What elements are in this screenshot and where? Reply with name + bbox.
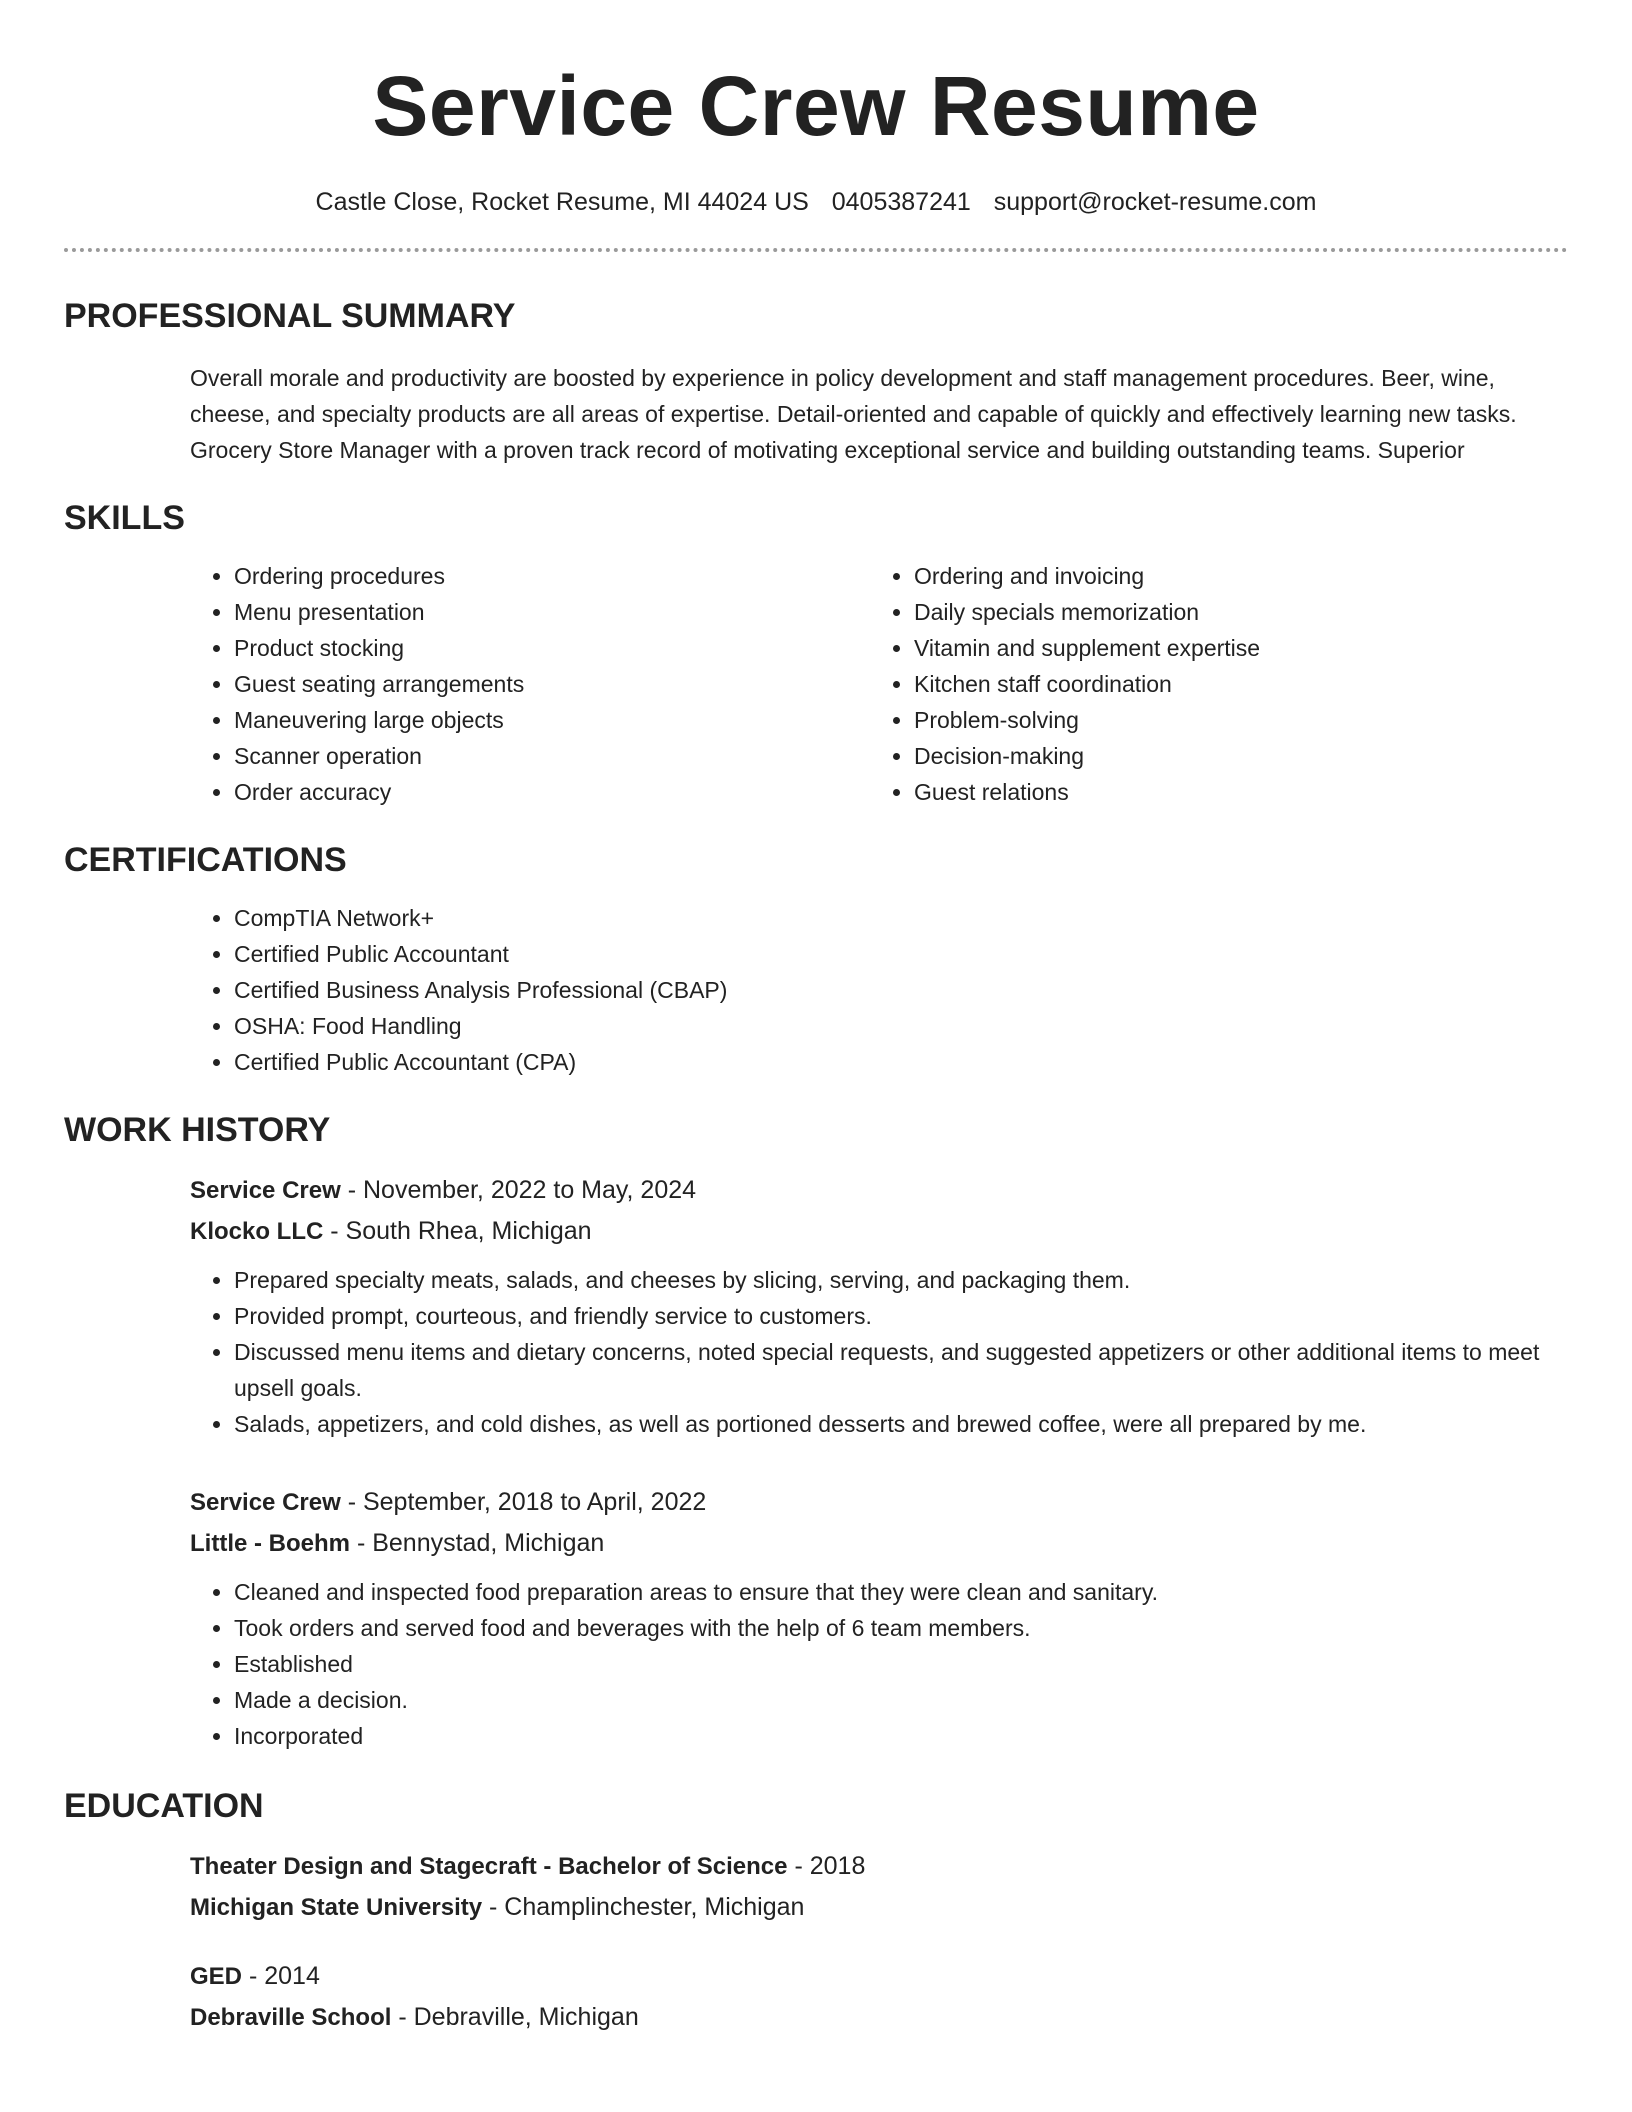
header-divider (64, 248, 1568, 252)
education-school: Debraville School (190, 2004, 392, 2031)
skill-item: • Guest seating arrangements (234, 666, 870, 702)
job-entry (190, 1482, 1568, 1754)
education-entry (190, 1956, 1568, 2038)
job-bullet: • Made a decision. (234, 1682, 1568, 1718)
job-bullet: • Prepared specialty meats, salads, and cheeses by slicing, serving, and packaging them. (234, 1262, 1568, 1298)
job-role: Service Crew (190, 1489, 341, 1516)
education-degree: Theater Design and Stagecraft - Bachelor of Science (190, 1853, 788, 1880)
job-bullet: • Salads, appetizers, and cold dishes, as well as portioned desserts and brewed coffee, were all prepared by me. (234, 1406, 1568, 1442)
skill-item: • Product stocking (234, 630, 870, 666)
education-school-line (190, 1997, 1568, 2038)
job-bullet: • Cleaned and inspected food preparation areas to ensure that they were clean and sanitary. (234, 1574, 1568, 1610)
resume-title: Service Crew Resume (372, 59, 1260, 153)
education-year: - 2014 (242, 1962, 320, 1990)
job-entry (190, 1170, 1568, 1442)
skill-item: • Ordering procedures (234, 558, 870, 594)
job-location: - Bennystad, Michigan (350, 1529, 605, 1557)
education-heading: EDUCATION (64, 1787, 264, 1825)
job-bullet: • Incorporated (234, 1718, 1568, 1754)
skill-item: • Vitamin and supplement expertise (914, 630, 1550, 666)
skill-item: • Ordering and invoicing (914, 558, 1550, 594)
education-school-line (190, 1887, 1568, 1928)
skill-item: • Problem-solving (914, 702, 1550, 738)
skills-heading: SKILLS (64, 499, 185, 537)
skill-item: • Guest relations (914, 774, 1550, 810)
certification-item: • CompTIA Network+ (234, 900, 1568, 936)
job-dates: - November, 2022 to May, 2024 (340, 1176, 697, 1204)
education-degree-line (190, 1846, 1568, 1887)
education-location: - Champlinchester, Michigan (482, 1893, 805, 1921)
education-year: - 2018 (787, 1852, 866, 1880)
skill-item: • Scanner operation (234, 738, 870, 774)
contact-line (64, 186, 1568, 218)
summary-heading: PROFESSIONAL SUMMARY (64, 297, 516, 335)
certifications-list (190, 900, 1568, 1080)
job-title-line (190, 1482, 1568, 1523)
certification-item: • Certified Public Accountant (234, 936, 1568, 972)
education-school: Michigan State University (190, 1894, 483, 1921)
skill-item: • Daily specials memorization (914, 594, 1550, 630)
job-bullet: • Established (234, 1646, 1568, 1682)
job-location: - South Rhea, Michigan (323, 1217, 592, 1245)
contact-phone: 0405387241 (831, 188, 971, 216)
education-degree: GED (190, 1963, 243, 1990)
contact-email: support@rocket-resume.com (993, 188, 1317, 216)
skill-item: • Order accuracy (234, 774, 870, 810)
work-history-heading: WORK HISTORY (64, 1111, 331, 1149)
job-bullet: • Provided prompt, courteous, and friendly service to customers. (234, 1298, 1568, 1334)
job-company-line (190, 1523, 1568, 1564)
skill-item: • Maneuvering large objects (234, 702, 870, 738)
job-dates: - September, 2018 to April, 2022 (340, 1488, 707, 1516)
education-entry (190, 1846, 1568, 1928)
job-company: Little - Boehm (190, 1530, 350, 1557)
job-bullets (190, 1262, 1568, 1442)
skills-column-left (190, 558, 870, 810)
job-company: Klocko LLC (190, 1218, 324, 1245)
job-bullets (190, 1574, 1568, 1754)
job-role: Service Crew (190, 1177, 341, 1204)
job-bullet: • Discussed menu items and dietary concerns, noted special requests, and suggested appetizers or other additional items to meet upsell goals. (234, 1334, 1568, 1406)
skills-grid (190, 558, 1568, 810)
skill-item: • Decision-making (914, 738, 1550, 774)
contact-address: Castle Close, Rocket Resume, MI 44024 US (315, 188, 809, 216)
skill-item: • Menu presentation (234, 594, 870, 630)
certification-item: • Certified Public Accountant (CPA) (234, 1044, 1568, 1080)
skills-column-right (870, 558, 1550, 810)
certification-item: • OSHA: Food Handling (234, 1008, 1568, 1044)
certification-item: • Certified Business Analysis Professional (CBAP) (234, 972, 1568, 1008)
summary-text: Overall morale and productivity are boosted by experience in policy development and staff management procedures. Beer, wine, cheese, and specialty products are all areas of expertise. Detail-oriented and capable of quickly and effectively learning new tasks. Grocery Store Manager with a proven track record of motivating exceptional service and building outstanding teams. Superior (190, 365, 1517, 463)
skill-item: • Kitchen staff coordination (914, 666, 1550, 702)
job-title-line (190, 1170, 1568, 1211)
certifications-heading: CERTIFICATIONS (64, 841, 347, 879)
job-company-line (190, 1211, 1568, 1252)
education-degree-line (190, 1956, 1568, 1997)
education-location: - Debraville, Michigan (391, 2003, 639, 2031)
job-bullet: • Took orders and served food and beverages with the help of 6 team members. (234, 1610, 1568, 1646)
